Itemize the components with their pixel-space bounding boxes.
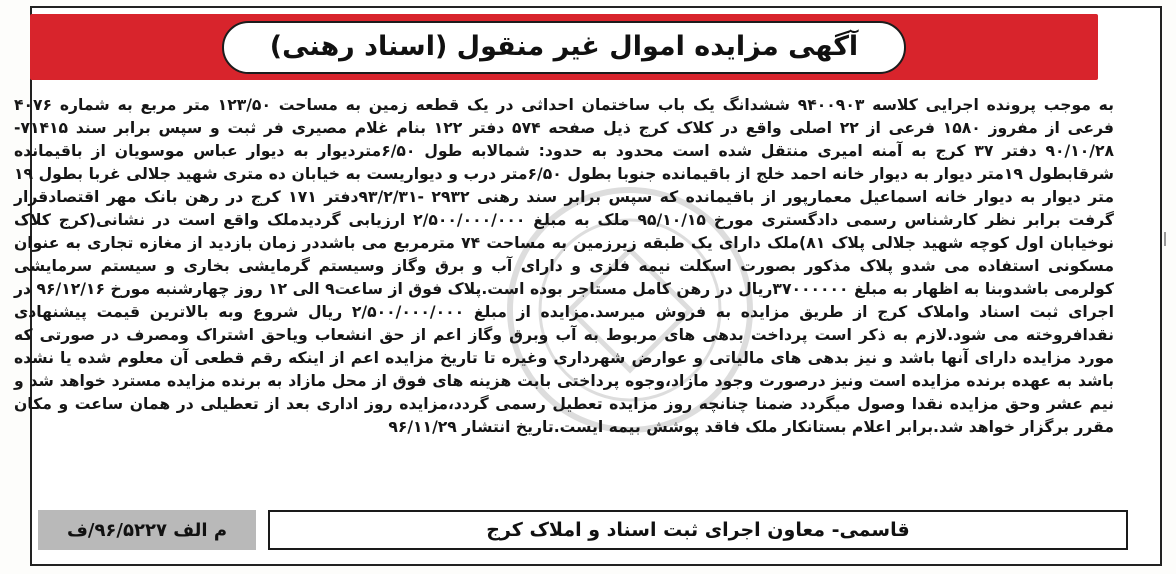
reference-box [38,510,256,550]
reference-number: م الف ۹۶/۵۲۲۷/ف [66,519,228,541]
notice-title: آگهی مزایده اموال غیر منقول (اسناد رهنی) [222,21,906,74]
title-banner [30,14,1098,80]
notice-body [14,94,1114,439]
signature-box [268,510,1128,550]
notice-body-paragraph: به موجب پرونده اجرایی کلاسه ۹۴۰۰۹۰۳ ششدانگ یک باب ساختمان احداثی در یک قطعه زمین به مساحت ۱۲۳/۵۰ متر مربع به شماره ۴۰۷۶ فرعی از مفروز ۱۵۸۰ فرعی از ۲۲ اصلی واقع در کلاک کرج ذیل صفحه ۵۷۴ دفتر ۱۲۲ بنام غلام مصیری فر ثبت و سپس برابر سند ۷۱۴۱۵- ۹۰/۱۰/۲۸ دفتر ۳۷ کرج به آمنه امیری منتقل شده است محدود به حدود: شمالابه طول ۶/۵۰متردیوار به دیوار عباس موسویان از باقیمانده شرقابطول ۱۹متر دیوار به دیوار خانه احمد خلج از باقیمانده جنوبا بطول ۶/۵۰متر درب و دیواریست به خیابان ده متری شهید جلالی غربا بطول ۱۹ متر دیوار به دیوار خانه اسماعیل معمارپور از باقیمانده که سپس برابر سند رهنی ۲۹۳۲ -۹۳/۲/۳۱دفتر ۱۷۱ کرج در رهن بانک مهر اقتصادقرار گرفت برابر نظر کارشناس رسمی دادگستری مورخ ۹۵/۱۰/۱۵ ملک به مبلغ ۲/۵۰۰/۰۰۰/۰۰۰ ارزیابی گردیدملک واقع است در نشانی(کرج کلاک نوخیابان اول کوچه شهید جلالی پلاک ۸۱)ملک دارای یک طبقه زیرزمین به مساحت ۷۴ مترمربع می باشددر زمان بازدید از مغازه تجاری به عنوان مسکونی استفاده می شدو پلاک مذکور بصورت اسکلت نیمه فلزی و دارای آب و برق وگاز وسیستم گرمایشی بخاری و سیستم سرمایشی کولرمی باشدوبنا به اظهار به مبلغ ۳۷۰۰۰۰۰۰ریال در رهن کامل مستاجر بوده است.پلاک فوق از ساعت۹ الی ۱۲ روز چهارشنبه مورخ ۹۶/۱۲/۱۶ در اجرای ثبت اسناد واملاک کرج از طریق مزایده به فروش میرسد.مزایده از مبلغ ۲/۵۰۰/۰۰۰/۰۰۰ ریال شروع وبه بالاترین قیمت پیشنهادی نقدافروخته می شود.لازم به ذکر است پرداخت بدهی های مربوط به آب وبرق وگاز اعم از حق انشعاب ویاحق اشتراک ومصرف در صورتی که مورد مزایده دارای آنها باشد و نیز بدهی های مالیاتی و عوارض شهرداری وغیره تا تاریخ مزایده اعم از اینکه رقم قطعی آن معلوم شده یا نشده باشد به عهده برنده مزایده است ونیز درصورت وجود مازاد،وجوه پرداختی بابت هزینه های فوق از محل مازاد به برنده مزایده مسترد خواهد شد و نیم عشر وحق مزایده نقدا وصول میگردد ضمنا چنانچه روز مزایده تعطیل رسمی گردد،مزایده روز اداری بعد از تعطیلی در همان ساعت و مکان مقرر برگزار خواهد شد.برابر اعلام بستانکار ملک فاقد پوشش بیمه ایست.تاریخ انتشار ۹۶/۱۱/۲۹ [14,96,1115,436]
signature-line: قاسمی- معاون اجرای ثبت اسناد و املاک کرج [486,519,910,541]
edge-mark [1164,232,1172,246]
